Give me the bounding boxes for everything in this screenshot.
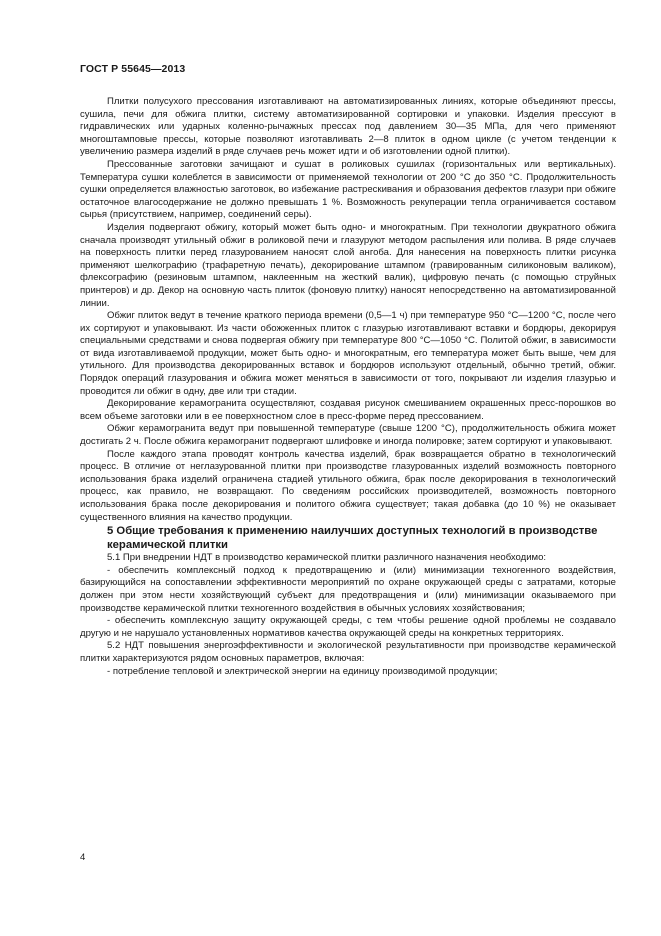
paragraph: 5.2 НДТ повышения энергоэффективности и экологической результативности при производстве керамической плитки характеризуются рядом основных параметров, включая: [80,640,616,664]
paragraph: Обжиг керамогранита ведут при повышенной температуре (свыше 1200 °С), продолжительность обжига может достигать 2 ч. После обжига керамогранит подвергают шлифовке и иногда полировке; затем сортируют и упаковывают. [80,423,616,448]
paragraph: Изделия подвергают обжигу, который может быть одно- и многократным. При технологии двукратного обжига сначала производят утильный обжиг в роликовой печи и глазуруют методом распыления или полива. В ряде случаев на поверхность плитки перед глазурованием наносят слой ангоба. Для нанесения на поверхность плитки рисунка применяют шелкографию (трафаретную печать), декорирование штампом (гравированным силиконовым валиком), флексографию (резиновым штампом, наклеенным на жесткий валик), цифровую печать (с помощью струйных принтеров) и др. Декор на основную часть плиток (фоновую плитку) наносят непосредственно на автоматизированной линии. [80,221,616,309]
list-item: - обеспечить комплексный подход к предотвращению и (или) минимизации техногенного воздействия, базирующийся на сопоставлении эффективности мероприятий по охране окружающей среды с затратами, которые должен при этом нести хозяйствующий субъект для предотвращения и (или) минимизации оказываемого при производстве керамической плитки техногенного воздействия в обычных условиях хозяйствования; [80,564,616,614]
paragraph: Прессованные заготовки зачищают и сушат в роликовых сушилах (горизонтальных или вертикальных). Температура сушки колеблется в зависимости от применяемой технологии от 200 °С до 350 °С. Продолжительность сушки определяется влажностью заготовок, во избежание растрескивания и образования дефектов глазури при обжиге остаточное влагосодержание не должно превышать 1 %. Возможность рекуперации тепла ограничивается составом сырья (присутствием, например, соединений серы). [80,158,616,221]
list-item: - обеспечить комплексную защиту окружающей среды, с тем чтобы решение одной проблемы не создавало другую и не нарушало установленных нормативов качества окружающей среды на конкретных территориях. [80,615,616,639]
document-header: ГОСТ Р 55645—2013 [80,63,186,75]
paragraph: Декорирование керамогранита осуществляют, создавая рисунок смешиванием окрашенных пресс-порошков во всем объеме заготовки или в ее поверхностном слое в пресс-форме перед прессованием. [80,398,616,422]
document-body [80,96,616,678]
list-item: - потребление тепловой и электрической энергии на единицу производимой продукции; [107,665,498,677]
paragraph: Плитки полусухого прессования изготавливают на автоматизированных линиях, которые объединяют прессы, сушила, печи для обжига плитки, систему автоматизированной сортировки и упаковки. Изделия прессуют в гидравлических или ударных коленно-рычажных прессах под давлением 30—35 МПа, для чего применяют многоштамповые прессы, которые позволяют изготавливать 2—8 плиток в одном цикле (с учетом тенденции к увеличению размера изделий в ряде случаев речь может идти и об изготовлении одной плитки). [80,96,616,158]
paragraph: Обжиг плиток ведут в течение краткого периода времени (0,5—1 ч) при температуре 950 °С—1200 °С, после чего их сортируют и упаковывают. Из части обожженных плиток с глазурью изготавливают вставки и бордюры, декорируя специальными средствами и снова подвергая обжигу при температуре 800 °С—1050 °С. Политой обжиг, в зависимости от вида изготавливаемой продукции, может быть одно- и многократным, его температура может быть выше, чем для утильного. Для производства декорированных вставок и бордюров используют отдельный, обычно третий, обжиг. Порядок операций глазурования и обжига может меняться в зависимости от того, покрывают ли изделия глазурью и проводится ли обжиг в одну, две или три стадии. [80,310,616,397]
paragraph: После каждого этапа проводят контроль качества изделий, брак возвращается обратно в технологический процесс. В отличие от неглазурованной плитки при производстве глазурованных изделий возможность повторного использования брака изделий ограничена стадией утильного обжига, брак после декорирования в технологический процесс, как правило, не возвращают. По сведениям российских производителей, возможность повторного использования брака после декорирования и политого обжига существует; такая добавка (до 10 %) не оказывает существенного влияния на качество продукции. [80,448,616,523]
paragraph: 5.1 При внедрении НДТ в производство керамической плитки различного назначения необходимо: [107,552,547,564]
section-heading: 5 Общие требования к применению наилучших доступных технологий в производстве керамической плитки [107,525,598,552]
page-number: 4 [80,852,86,863]
